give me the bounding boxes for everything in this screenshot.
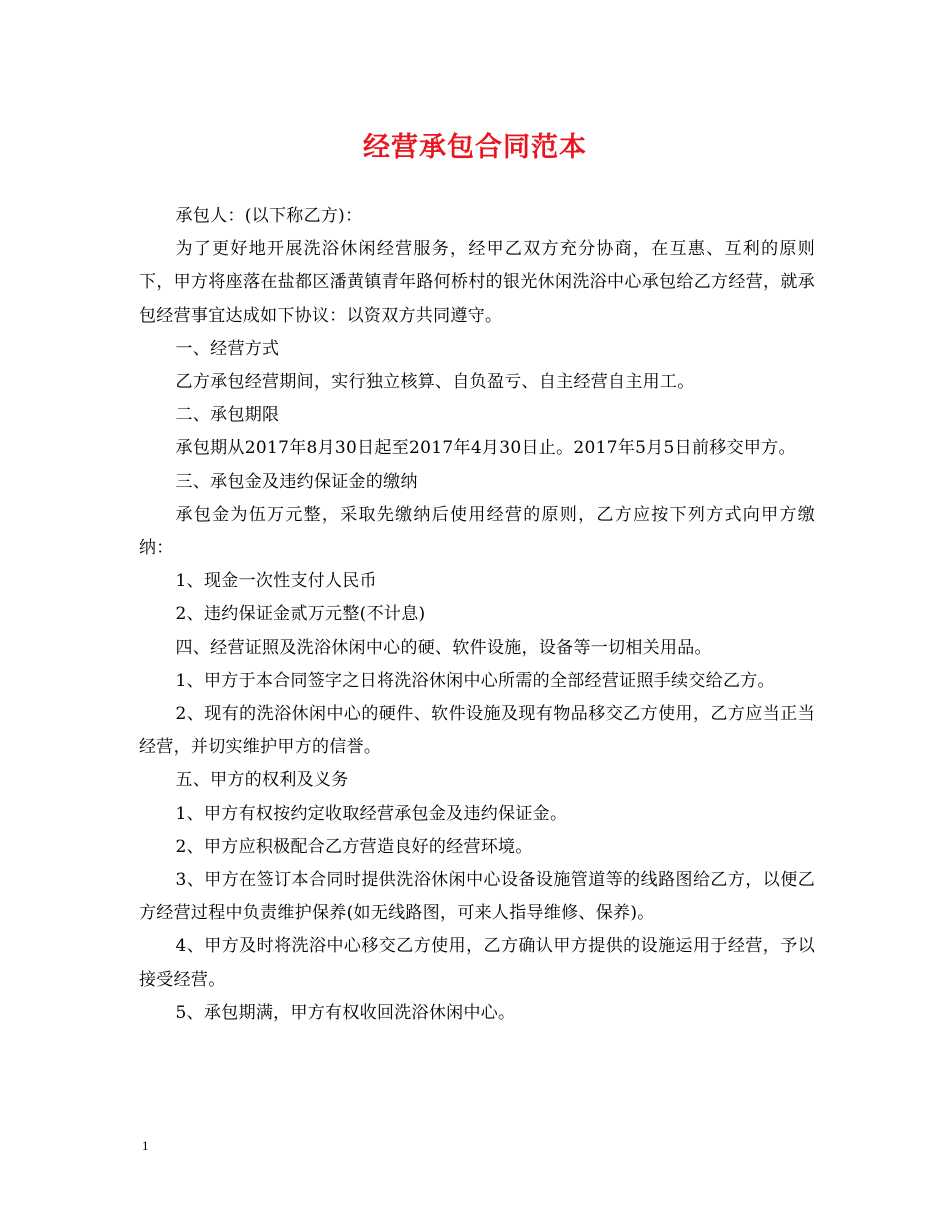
section-5-item-3: 3、甲方在签订本合同时提供洗浴休闲中心设备设施管道等的线路图给乙方，以便乙方经营过程中负责维护保养(如无线路图，可来人指导维修、保养)。 (139, 870, 815, 924)
section-1-paragraph: 乙方承包经营期间，实行独立核算、自负盈亏、自主经营自主用工。 (175, 372, 695, 393)
document-body (139, 200, 815, 1030)
section-4-item-1: 1、甲方于本合同签字之日将洗浴休闲中心所需的全部经营证照手续交给乙方。 (175, 670, 775, 691)
section-4-item-2: 2、现有的洗浴休闲中心的硬件、软件设施及现有物品移交乙方使用，乙方应当正当经营，并切实维护甲方的信誉。 (139, 704, 815, 758)
preamble-paragraph: 为了更好地开展洗浴休闲经营服务，经甲乙双方充分协商，在互惠、互利的原则下，甲方将座落在盐都区潘黄镇青年路何桥村的银光休闲洗浴中心承包给乙方经营，就承包经营事宜达成如下协议：以资双方共同遵守。 (139, 239, 815, 326)
party-b-line: 承包人：(以下称乙方)： (175, 206, 363, 226)
page-number: 1 (142, 1138, 149, 1153)
section-heading-3: 三、承包金及违约保证金的缴纳 (175, 471, 418, 492)
section-5-item-2: 2、甲方应积极配合乙方营造良好的经营环境。 (175, 836, 533, 857)
section-heading-2: 二、承包期限 (175, 405, 280, 426)
section-5-item-1: 1、甲方有权按约定收取经营承包金及违约保证金。 (175, 803, 568, 824)
section-3-item-1: 1、现金一次性支付人民币 (175, 571, 377, 592)
section-5-item-5: 5、承包期满，甲方有权收回洗浴休闲中心。 (175, 1002, 516, 1023)
document-title: 经营承包合同范本 (363, 132, 587, 163)
section-5-item-4: 4、甲方及时将洗浴中心移交乙方使用，乙方确认甲方提供的设施运用于经营，予以接受经营。 (139, 936, 815, 990)
section-heading-5: 五、甲方的权利及义务 (175, 770, 349, 791)
section-3-item-2: 2、违约保证金贰万元整(不计息) (175, 604, 426, 625)
section-2-paragraph: 承包期从2017年8月30日起至2017年4月30日止。2017年5月5日前移交甲方。 (175, 438, 796, 459)
section-3-paragraph: 承包金为伍万元整，采取先缴纳后使用经营的原则，乙方应按下列方式向甲方缴纳： (139, 504, 815, 559)
section-heading-1: 一、经营方式 (175, 338, 280, 359)
section-heading-4: 四、经营证照及洗浴休闲中心的硬、软件设施，设备等一切相关用品。 (175, 637, 712, 658)
